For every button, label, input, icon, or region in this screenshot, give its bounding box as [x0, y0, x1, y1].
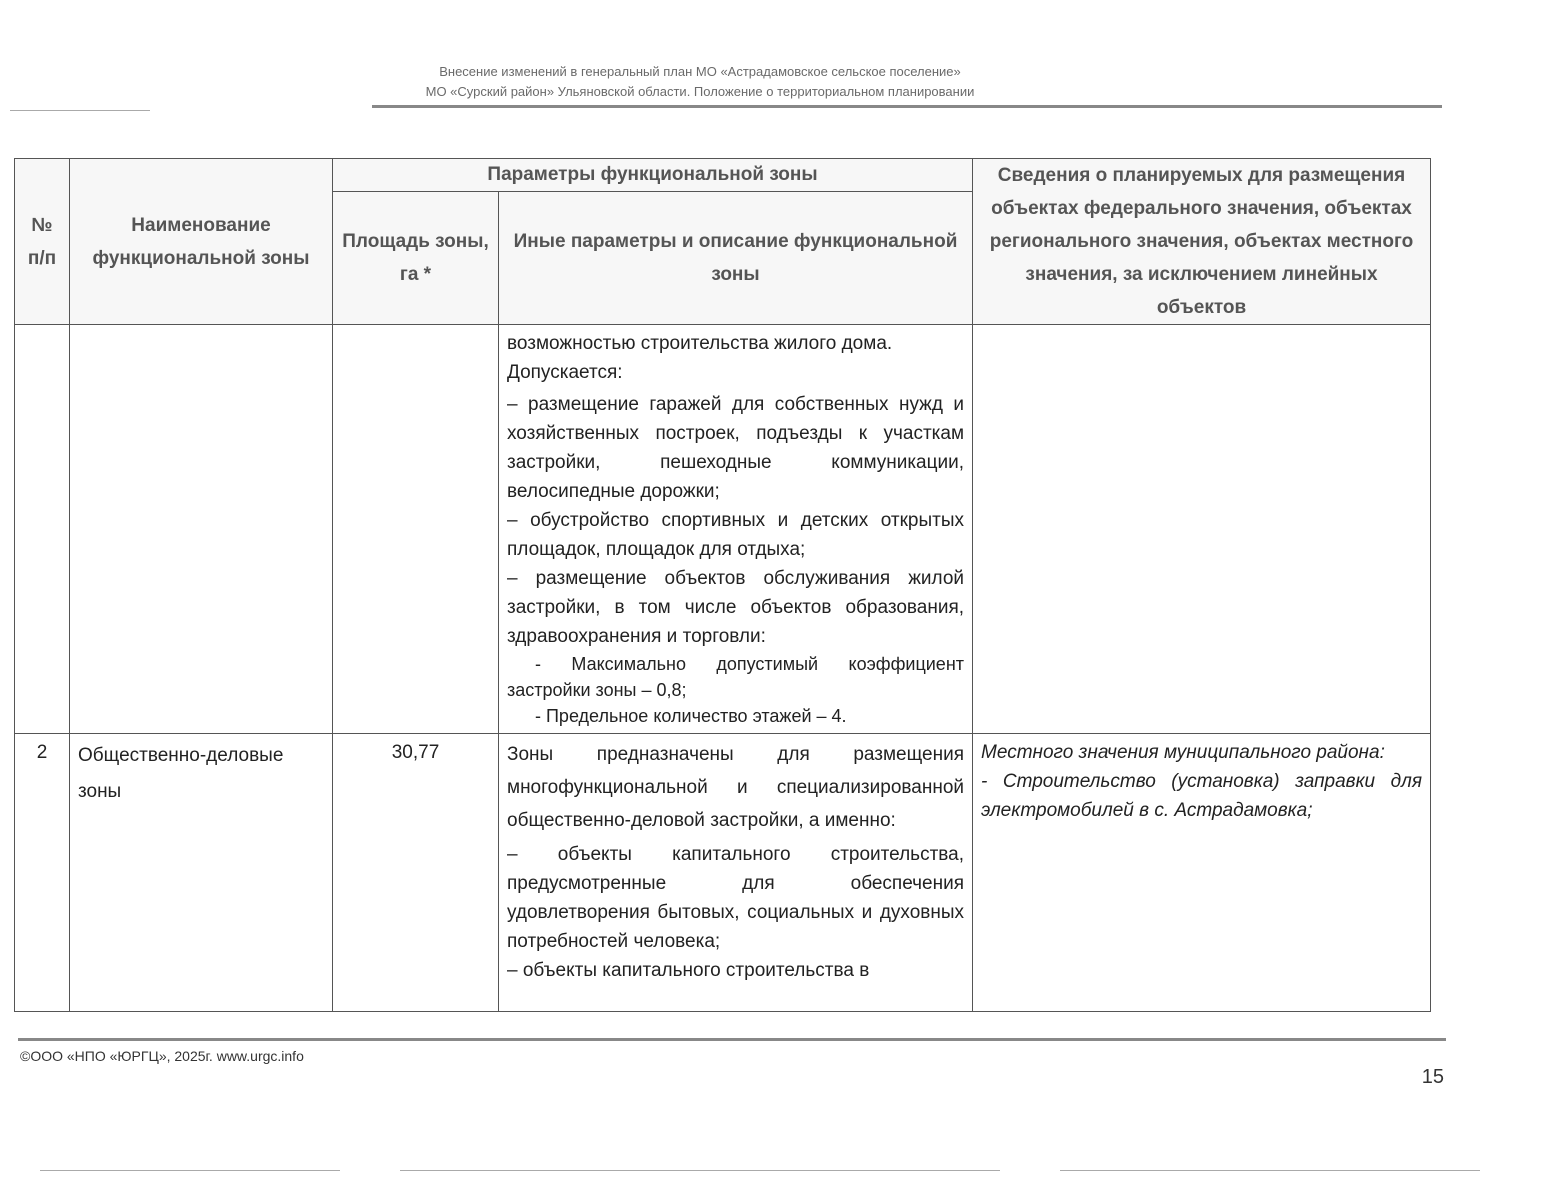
header-other-parameters: Иные параметры и описание функциональной зоны [499, 192, 973, 325]
planned-objects-heading: Местного значения муниципального района: [981, 742, 1385, 763]
header-divider [372, 105, 1442, 108]
header-line-1: Внесение изменений в генеральный план МО «Астрадамовское сельское поселение» [439, 64, 961, 79]
footer-copyright: ©ООО «НПО «ЮРГЦ», 2025г. www.urgc.info [20, 1048, 304, 1064]
description-paragraph: Допускается: [507, 362, 623, 383]
header-zone-area: Площадь зоны, га * [333, 192, 499, 325]
zone-area [333, 325, 499, 734]
scan-artifact [10, 110, 150, 111]
header-planned-objects: Сведения о планируемых для размещения объектах федерального значения, объектах регионального значения, объектах местного значения, за исключением линейных объектов [973, 159, 1431, 325]
zone-name [70, 734, 333, 1012]
functional-zones-table [14, 158, 1431, 1012]
table-row [15, 325, 1431, 734]
planned-objects [973, 325, 1431, 734]
description-paragraph: – объекты капитального строительства, предусмотренные для обеспечения удовлетворения бытовых, социальных и духовных потребностей человека; [507, 844, 965, 952]
zone-name [70, 325, 333, 734]
description-paragraph: возможностью строительства жилого дома. [507, 333, 893, 354]
zone-description [499, 325, 973, 734]
header-zone-parameters: Параметры функциональной зоны [333, 159, 973, 192]
header-zone-name: Наименование функциональной зоны [70, 159, 333, 325]
description-paragraph: Зоны предназначены для размещения многофункциональной и специализированной общественно-деловой застройки, а именно: [507, 744, 965, 831]
page-number: 15 [1421, 1066, 1444, 1088]
scan-artifact [40, 1170, 340, 1171]
row-number: 2 [15, 734, 70, 1012]
planned-objects [973, 734, 1431, 1012]
description-paragraph: – размещение объектов обслуживания жилой застройки, в том числе объектов образования, здравоохранения и торговли: [507, 568, 965, 647]
zone-area: 30,77 [333, 734, 499, 1012]
footer-divider [18, 1038, 1446, 1041]
description-paragraph: – обустройство спортивных и детских открытых площадок, площадок для отдыха; [507, 510, 965, 560]
header-number: № п/п [15, 159, 70, 325]
description-parameter: - Максимально допустимый коэффициент застройки зоны – 0,8; [507, 654, 965, 700]
zone-name-text: Общественно-деловые зоны [78, 745, 284, 802]
scan-artifact [1060, 1170, 1480, 1171]
header-line-2: МО «Сурский район» Ульяновской области. Положение о территориальном планировании [425, 84, 975, 99]
row-number [15, 325, 70, 734]
description-paragraph: – объекты капитального строительства в [507, 960, 870, 981]
scan-artifact [400, 1170, 1000, 1171]
description-paragraph: – размещение гаражей для собственных нужд и хозяйственных построек, подъезды к участкам застройки, пешеходные коммуникации, велосипедные дорожки; [507, 394, 965, 502]
table-row [15, 734, 1431, 1012]
description-parameter: - Предельное количество этажей – 4. [535, 706, 847, 726]
zone-description [499, 734, 973, 1012]
planned-object-item: - Строительство (установка) заправки для электромобилей в с. Астрадамовка; [981, 771, 1423, 821]
document-header [300, 62, 1100, 102]
